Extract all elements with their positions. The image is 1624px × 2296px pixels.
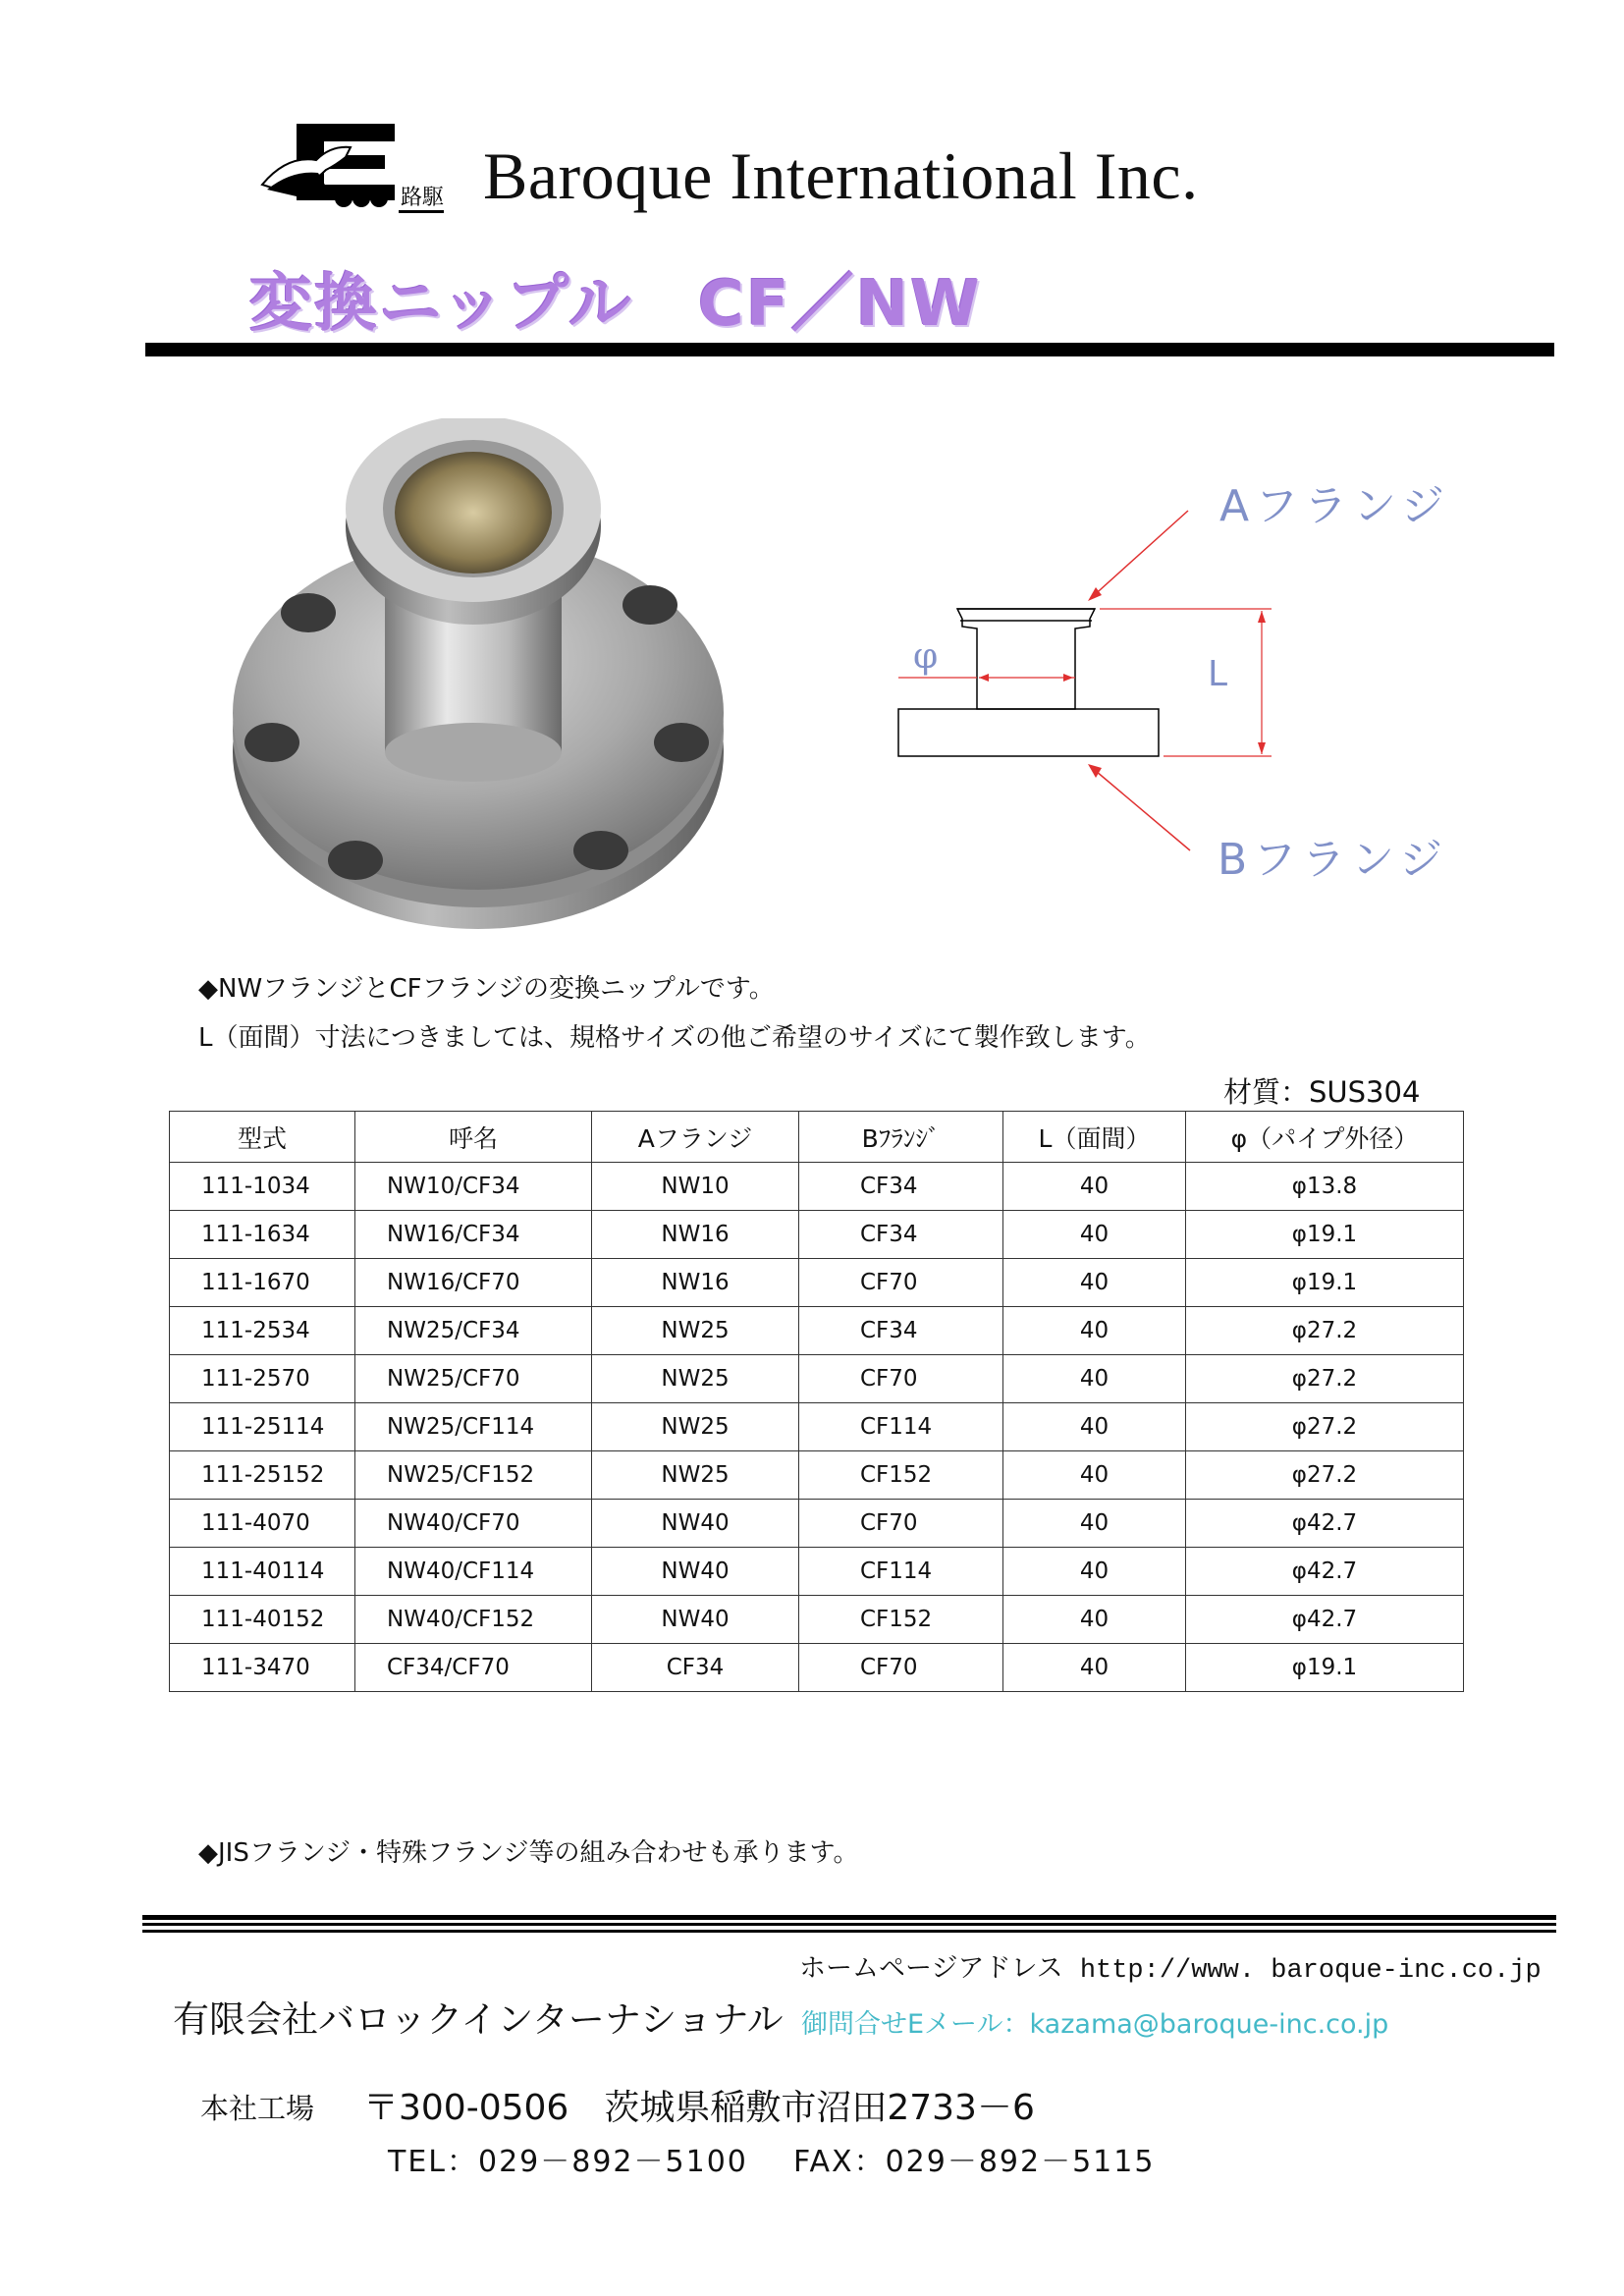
cell-length: 40	[1003, 1355, 1186, 1403]
cell-name: NW16/CF34	[355, 1211, 592, 1259]
cell-pipe-diameter: φ42.7	[1186, 1500, 1464, 1548]
cell-length: 40	[1003, 1403, 1186, 1451]
header-a-flange: Aフランジ	[592, 1112, 799, 1163]
cell-b-flange: CF70	[799, 1644, 1003, 1692]
cell-model: 111-1634	[170, 1211, 355, 1259]
cell-a-flange: CF34	[592, 1644, 799, 1692]
logo-text: 路駆	[401, 186, 445, 210]
cell-name: CF34/CF70	[355, 1644, 592, 1692]
cell-pipe-diameter: φ19.1	[1186, 1259, 1464, 1307]
cell-name: NW25/CF152	[355, 1451, 592, 1500]
cell-a-flange: NW16	[592, 1211, 799, 1259]
cell-name: NW25/CF114	[355, 1403, 592, 1451]
cell-pipe-diameter: φ27.2	[1186, 1403, 1464, 1451]
fax: FAX：029－892－5115	[793, 2145, 1156, 2179]
header-name: 呼名	[355, 1112, 592, 1163]
company-name-jp: 有限会社バロックインターナショナル	[173, 1998, 784, 2041]
email-link[interactable]: 御問合せEメール：kazama@baroque-inc.co.jp	[801, 2009, 1389, 2040]
a-flange-arrow	[1090, 511, 1188, 599]
cell-model: 111-2534	[170, 1307, 355, 1355]
table-row	[170, 1596, 1464, 1644]
cell-length: 40	[1003, 1644, 1186, 1692]
cell-pipe-diameter: φ42.7	[1186, 1548, 1464, 1596]
cell-b-flange: CF70	[799, 1500, 1003, 1548]
note-jis: ◆JISフランジ・特殊フランジ等の組み合わせも承ります。	[198, 1838, 859, 1868]
page-title: 変換ニップル CF／NW	[249, 268, 982, 341]
cell-name: NW16/CF70	[355, 1259, 592, 1307]
material-label: 材質：SUS304	[1223, 1075, 1421, 1109]
spec-table	[169, 1111, 1464, 1692]
cell-name: NW10/CF34	[355, 1163, 592, 1211]
company-name-en: Baroque International Inc.	[483, 138, 1199, 213]
cell-b-flange: CF114	[799, 1548, 1003, 1596]
cell-name: NW40/CF70	[355, 1500, 592, 1548]
cell-name: NW25/CF34	[355, 1307, 592, 1355]
note-description: ◆NWフランジとCFフランジの変換ニップルです。	[198, 974, 775, 1004]
cell-model: 111-25114	[170, 1403, 355, 1451]
cell-a-flange: NW40	[592, 1548, 799, 1596]
cell-length: 40	[1003, 1548, 1186, 1596]
cell-model: 111-2570	[170, 1355, 355, 1403]
cell-length: 40	[1003, 1307, 1186, 1355]
table-header-row	[170, 1112, 1464, 1163]
table-row	[170, 1644, 1464, 1692]
cell-b-flange: CF152	[799, 1451, 1003, 1500]
address: 〒300-0506 茨城県稲敷市沼田2733－6	[363, 2088, 1035, 2128]
product-photo	[228, 418, 738, 929]
a-flange-label: Aフランジ	[1219, 481, 1450, 531]
header-divider	[145, 343, 1554, 356]
cell-model: 111-40152	[170, 1596, 355, 1644]
phi-label: φ	[913, 636, 939, 677]
cell-pipe-diameter: φ27.2	[1186, 1307, 1464, 1355]
cell-a-flange: NW25	[592, 1451, 799, 1500]
cell-model: 111-4070	[170, 1500, 355, 1548]
dimension-drawing	[884, 462, 1473, 913]
cell-pipe-diameter: φ13.8	[1186, 1163, 1464, 1211]
header-model: 型式	[170, 1112, 355, 1163]
cell-pipe-diameter: φ27.2	[1186, 1451, 1464, 1500]
cell-name: NW40/CF114	[355, 1548, 592, 1596]
cell-a-flange: NW40	[592, 1596, 799, 1644]
cell-length: 40	[1003, 1259, 1186, 1307]
cell-pipe-diameter: φ19.1	[1186, 1211, 1464, 1259]
cell-b-flange: CF34	[799, 1211, 1003, 1259]
cell-model: 111-40114	[170, 1548, 355, 1596]
cell-name: NW40/CF152	[355, 1596, 592, 1644]
l-label: L	[1208, 654, 1228, 694]
table-row	[170, 1548, 1464, 1596]
address-label: 本社工場	[200, 2092, 315, 2125]
cell-model: 111-3470	[170, 1644, 355, 1692]
b-flange-outline	[898, 709, 1159, 756]
b-flange-arrow	[1090, 766, 1190, 850]
homepage-line	[799, 1946, 1542, 1986]
cell-model: 111-25152	[170, 1451, 355, 1500]
cell-b-flange: CF152	[799, 1596, 1003, 1644]
footer-divider-3	[142, 1930, 1556, 1933]
cell-model: 111-1670	[170, 1259, 355, 1307]
cell-pipe-diameter: φ27.2	[1186, 1355, 1464, 1403]
table-row	[170, 1451, 1464, 1500]
cell-b-flange: CF70	[799, 1355, 1003, 1403]
header-length: L（面間）	[1003, 1112, 1186, 1163]
cell-b-flange: CF34	[799, 1307, 1003, 1355]
cell-pipe-diameter: φ42.7	[1186, 1596, 1464, 1644]
table-row	[170, 1307, 1464, 1355]
cell-length: 40	[1003, 1163, 1186, 1211]
company-logo	[257, 116, 454, 224]
cell-b-flange: CF70	[799, 1259, 1003, 1307]
cell-a-flange: NW16	[592, 1259, 799, 1307]
footer-divider-1	[142, 1915, 1556, 1920]
cell-model: 111-1034	[170, 1163, 355, 1211]
cell-a-flange: NW40	[592, 1500, 799, 1548]
a-flange-outline	[957, 609, 1095, 709]
cell-a-flange: NW10	[592, 1163, 799, 1211]
cell-a-flange: NW25	[592, 1307, 799, 1355]
cell-a-flange: NW25	[592, 1403, 799, 1451]
cell-pipe-diameter: φ19.1	[1186, 1644, 1464, 1692]
telephone: TEL：029－892－5100	[388, 2145, 748, 2179]
cell-length: 40	[1003, 1451, 1186, 1500]
cell-name: NW25/CF70	[355, 1355, 592, 1403]
b-flange-label: Bフランジ	[1218, 835, 1449, 885]
homepage-label: ホームページアドレス	[799, 1953, 1063, 1984]
homepage-link[interactable]: http://www. baroque-inc.co.jp	[1079, 1956, 1542, 1986]
table-row	[170, 1500, 1464, 1548]
cell-length: 40	[1003, 1211, 1186, 1259]
table-row	[170, 1403, 1464, 1451]
header-b-flange: Bﾌﾗﾝｼﾞ	[799, 1112, 1003, 1163]
cell-b-flange: CF34	[799, 1163, 1003, 1211]
cell-a-flange: NW25	[592, 1355, 799, 1403]
table-row	[170, 1355, 1464, 1403]
table-row	[170, 1211, 1464, 1259]
cell-length: 40	[1003, 1596, 1186, 1644]
table-row	[170, 1163, 1464, 1211]
header-pipe-diameter: φ（パイプ外径）	[1186, 1112, 1464, 1163]
table-row	[170, 1259, 1464, 1307]
note-custom-size: L（面間）寸法につきましては、規格サイズの他ご希望のサイズにて製作致します。	[198, 1023, 1151, 1053]
cell-length: 40	[1003, 1500, 1186, 1548]
cell-b-flange: CF114	[799, 1403, 1003, 1451]
footer-divider-2	[142, 1923, 1556, 1926]
